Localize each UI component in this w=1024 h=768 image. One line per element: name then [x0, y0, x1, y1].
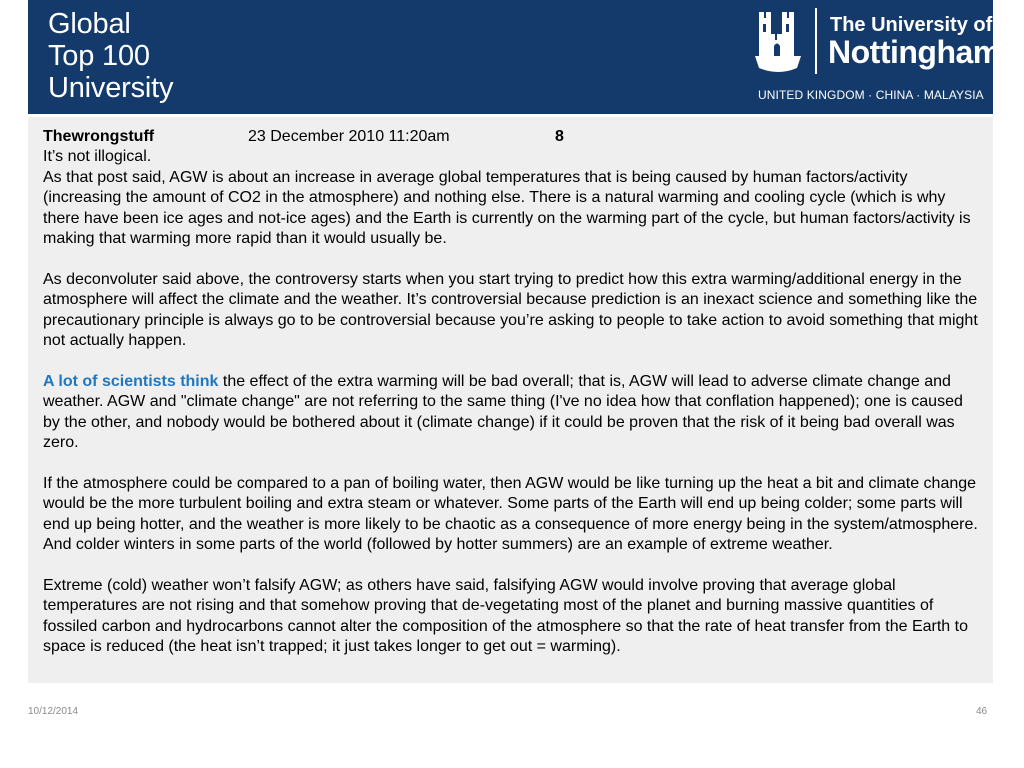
castle-crest-icon	[755, 10, 801, 74]
footer-date: 10/12/2014	[28, 706, 79, 717]
tagline-line-1: Global	[48, 8, 131, 40]
university-name-line-1: The University of	[830, 14, 993, 36]
logo-divider	[815, 8, 817, 74]
post-paragraph-3-text: the effect of the extra warming will be bad overall; that is, AGW will lead to adverse climate change and weather. AGW and "climate change" are not referring to the same thing (I've no idea how that conflation happened); one is caused by the other, and nobody would be bothered about it (climate change) if it could be proven that the risk of it being bad overall was zero.	[43, 372, 963, 452]
post-first-line: It’s not illogical.	[43, 148, 152, 166]
post-paragraph-1: As that post said, AGW is about an increase in average global temperatures that is being caused by human factors/activity (increasing the amount of CO2 in the atmosphere) and nothing else. There is a natural warming and cooling cycle (which is why there have been ice ages and not-ice ages) and the Earth is currently on the warming part of the cycle, but human factors/activity is making that warming more rapid than it would usually be.	[43, 168, 971, 248]
post-author: Thewrongstuff	[43, 128, 155, 145]
post-paragraph-2: As deconvoluter said above, the controversy starts when you start trying to predict how this extra warming/additional energy in the atmosphere will affect the climate and the weather. It’s controversial because prediction is an inexact science and something like the precautionary principle is always go to be controversial because you’re asking to people to take action to avoid something that might not actually happen.	[43, 270, 978, 350]
post-body	[43, 127, 983, 657]
post-date: 23 December 2010 11:20am	[248, 128, 450, 145]
tagline-line-3: University	[48, 72, 174, 104]
post-paragraph-4: If the atmosphere could be compared to a pan of boiling water, then AGW would be like turning up the heat a bit and climate change would be the more turbulent boiling and extra steam or whatever. Some parts of the Earth will end up being colder; some parts will end up being hotter, and the weather is more likely to be chaotic as a consequence of more energy being in the system/atmosphere. And colder winters in some parts of the world (followed by hotter summers) are an example of extreme weather.	[43, 474, 978, 554]
post-paragraph-5: Extreme (cold) weather won’t falsify AGW; as others have said, falsifying AGW would involve proving that average global temperatures are not rising and that somehow proving that de-vegetating most of the planet and burning massive quantities of fossiled carbon and hydrocarbons cannot alter the composition of the atmosphere so that the rate of heat transfer from the Earth to space is reduced (the heat isn’t trapped; it just takes longer to get out = warming).	[43, 576, 968, 656]
university-campuses: UNITED KINGDOM · CHINA · MALAYSIA	[758, 88, 984, 102]
header-banner	[28, 0, 1001, 114]
post-number: 8	[555, 128, 564, 145]
university-name-line-2: Nottingham	[828, 34, 1001, 70]
post-meta	[43, 127, 983, 147]
scientists-link[interactable]: A lot of scientists think	[43, 372, 219, 390]
content-panel	[28, 117, 993, 683]
tagline	[48, 8, 173, 104]
post-paragraph-3	[43, 372, 983, 454]
tagline-line-2: Top 100	[48, 40, 150, 72]
page-number: 46	[976, 706, 988, 717]
